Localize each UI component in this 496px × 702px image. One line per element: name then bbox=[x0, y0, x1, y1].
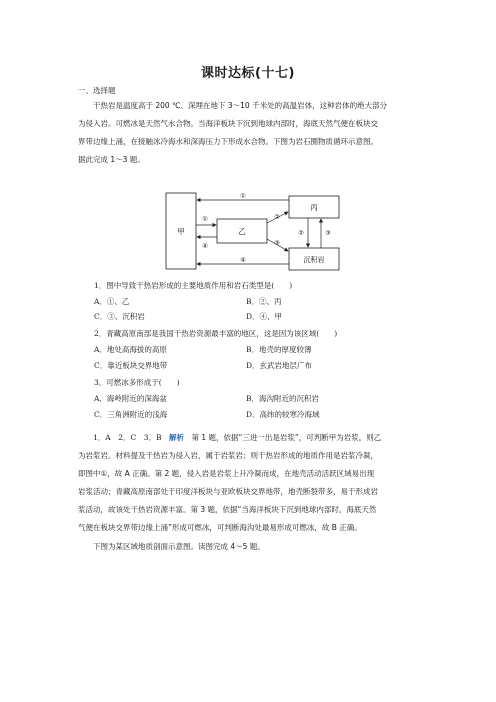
arrow-label-sed-bing: ③ bbox=[325, 229, 331, 237]
label-sediment: 沉积岩 bbox=[303, 256, 325, 264]
q2-option-a[interactable]: A．地处高海拔的高原 bbox=[94, 345, 167, 354]
intro-line-3: 界带边缘上涌，在接触冰冷海水和深海压力下形成水合物。下图为岩石圈物质循环示意图。 bbox=[78, 137, 378, 146]
answer-explanation bbox=[78, 429, 430, 537]
next-intro-text: 下图为某区域地质剖面示意图。读图完成 4～5 题。 bbox=[93, 542, 265, 551]
label-yi: 乙 bbox=[238, 227, 246, 236]
answer-line-2: 为岩浆岩。材料提及干热岩为侵入岩，属于岩浆岩；则干热岩形成的地质作用是岩浆冷凝， bbox=[78, 451, 378, 460]
arrow-label-jia-yi: ① bbox=[202, 215, 208, 223]
answer-keys: 1．A 2．C 3．B bbox=[93, 433, 162, 442]
q1-option-a[interactable]: A．①、乙 bbox=[94, 297, 130, 306]
q3-option-c[interactable]: C．三角洲附近的浅海 bbox=[94, 410, 168, 419]
arrow-label-bottom: ④ bbox=[240, 256, 246, 264]
answer-line-3: 即图中①，故 A 正确。第 2 题，侵入岩是岩浆上升冷凝而成，在地壳活动活跃区域易出现 bbox=[78, 469, 375, 478]
intro-paragraph bbox=[78, 97, 430, 169]
arrow-label-yi-jia: ④ bbox=[202, 242, 208, 250]
arrow-label-bing-sed: ② bbox=[298, 229, 304, 237]
answer-line-1: 第 1 题，依据“三进一出是岩浆”，可判断甲为岩浆，则乙 bbox=[191, 433, 382, 442]
rock-cycle-diagram bbox=[165, 190, 365, 272]
answer-line-6: 气便在板块交界带边缘上涌”形成可燃冰，可判断海沟处最易形成可燃冰，故 B 正确。 bbox=[78, 523, 362, 532]
analysis-label: 解析 bbox=[168, 433, 184, 442]
question-2-stem: 2．青藏高原南部是我国干热岩资源最丰富的地区，这是因为该区域( ) bbox=[94, 329, 338, 338]
section-heading: 一、选择题 bbox=[78, 86, 116, 95]
arrow-label-yi-bing: ② bbox=[274, 213, 280, 221]
arrow-label-top: ① bbox=[240, 192, 246, 200]
label-jia: 甲 bbox=[177, 227, 185, 236]
intro-line-4: 据此完成 1～3 题。 bbox=[78, 155, 145, 164]
intro-line-2: 为侵入岩。可燃冰是天然气水合物。当海洋板块下沉到地球内部时，海底天然气便在板块交 bbox=[78, 119, 378, 128]
q3-option-a[interactable]: A．海岭附近的深海盆 bbox=[94, 394, 167, 403]
page-title: 课时达标(十七) bbox=[201, 66, 295, 81]
q1-option-d[interactable]: D．④、甲 bbox=[246, 312, 283, 321]
q3-option-d[interactable]: D．高纬的较寒冷海域 bbox=[246, 410, 320, 419]
answer-line-5: 浆活动，故该处干热岩资源丰富。第 3 题，依据“当海洋板块下沉到地球内部时，海底天然 bbox=[78, 505, 377, 514]
q1-option-c[interactable]: C．③、沉积岩 bbox=[94, 312, 145, 321]
q2-option-c[interactable]: C．靠近板块交界地带 bbox=[94, 361, 168, 370]
q1-option-b[interactable]: B．②、丙 bbox=[246, 297, 282, 306]
arrow-label-yi-sed: ③ bbox=[274, 239, 280, 247]
q2-option-b[interactable]: B．地壳的厚度较薄 bbox=[246, 345, 312, 354]
intro-line-1: 干热岩是温度高于 200 ℃、深埋在地下 3～10 千米处的高温岩体，这种岩体的绝大部分 bbox=[93, 101, 388, 110]
question-3-stem: 3．可燃冰多形成于( ) bbox=[94, 378, 180, 387]
question-1-stem: 1．图中导致干热岩形成的主要地质作用和岩石类型是( ) bbox=[94, 281, 293, 290]
q2-option-d[interactable]: D．玄武岩地层广布 bbox=[246, 361, 313, 370]
label-bing: 丙 bbox=[310, 203, 318, 212]
q3-option-b[interactable]: B．海沟附近的沉积岩 bbox=[246, 394, 320, 403]
answer-line-4: 岩浆活动；青藏高原南部处于印度洋板块与亚欧板块交界地带，地壳断裂带多，易于形成岩 bbox=[78, 487, 378, 496]
next-section-intro bbox=[78, 538, 430, 556]
